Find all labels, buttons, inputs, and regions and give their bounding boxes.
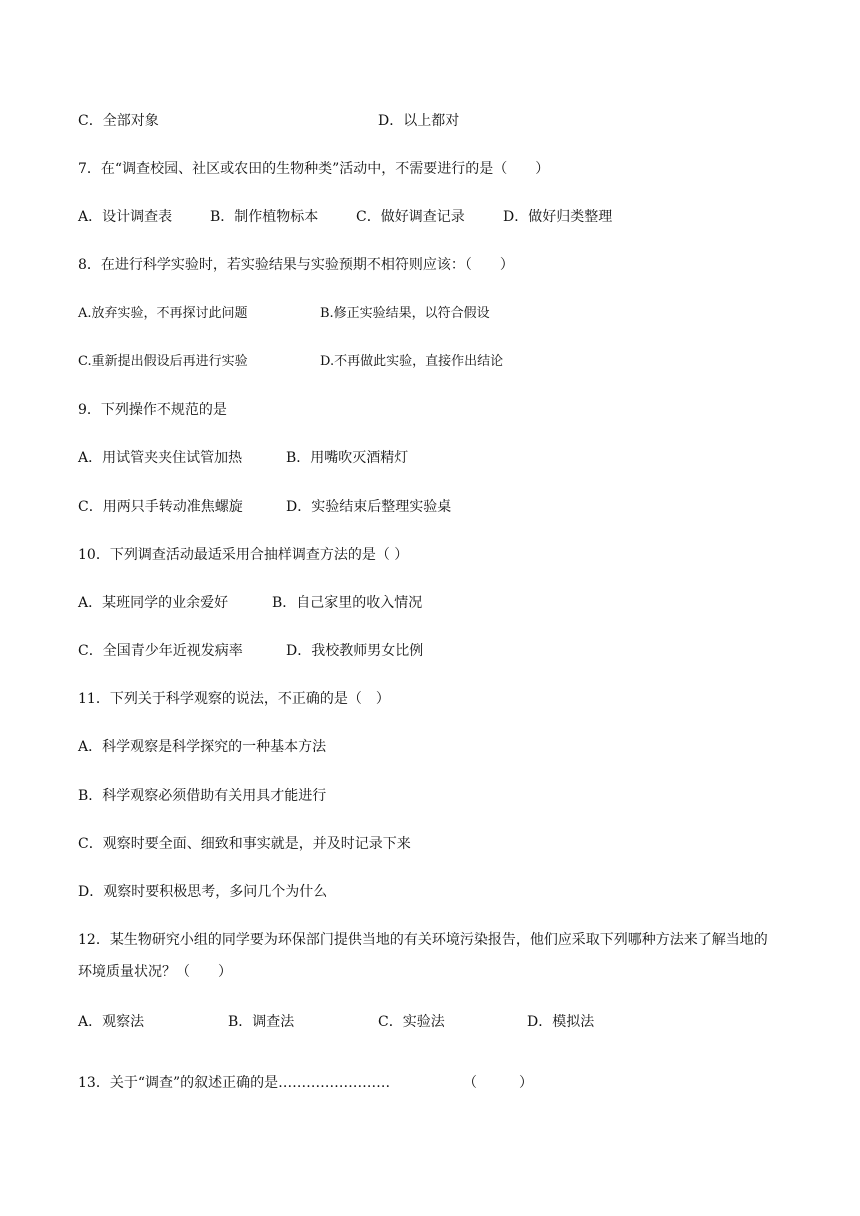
q12-option-a: A．观察法: [78, 1014, 145, 1030]
q9-option-b: B．用嘴吹灭酒精灯: [286, 450, 409, 466]
q6-option-d: D．以上都对: [378, 113, 460, 129]
q10-stem: 10．下列调查活动最适采用合抽样调查方法的是（ ）: [78, 547, 409, 563]
q10-option-c: C．全国青少年近视发病率: [78, 643, 243, 659]
q9-stem: 9．下列操作不规范的是: [78, 402, 227, 418]
q8-option-a: A.放弃实验，不再探讨此问题: [78, 306, 248, 321]
q11-option-b: B．科学观察必须借助有关用具才能进行: [78, 788, 327, 804]
q6-option-c: C．全部对象: [78, 113, 159, 129]
q8-option-d: D.不再做此实验，直接作出结论: [320, 354, 504, 369]
q12-option-b: B．调查法: [228, 1014, 295, 1030]
q10-option-d: D．我校教师男女比例: [286, 643, 424, 659]
q7-option-a: A．设计调查表: [78, 209, 173, 225]
q11-option-a: A．科学观察是科学探究的一种基本方法: [78, 739, 327, 755]
q9-option-c: C．用两只手转动准焦螺旋: [78, 499, 243, 515]
q10-option-a: A．某班同学的业余爱好: [78, 595, 229, 611]
q9-option-a: A．用试管夹夹住试管加热: [78, 450, 243, 466]
q11-option-c: C．观察时要全面、细致和事实就是，并及时记录下来: [78, 836, 411, 852]
q12-option-c: C．实验法: [378, 1014, 445, 1030]
q7-option-c: C．做好调查记录: [356, 209, 465, 225]
q12-option-d: D．模拟法: [527, 1014, 595, 1030]
q9-option-d: D．实验结束后整理实验桌: [286, 499, 452, 515]
q12-stem: 12．某生物研究小组的同学要为环保部门提供当地的有关环境污染报告，他们应采取下列哪种方法来了解当地的环境质量状况？（ ）: [78, 932, 768, 980]
q13-answer-paren: （ ）: [463, 1075, 533, 1091]
q10-option-b: B．自己家里的收入情况: [272, 595, 423, 611]
q7-stem: 7．在“调查校园、社区或农田的生物种类”活动中，不需要进行的是（ ）: [78, 161, 550, 177]
q8-option-b: B.修正实验结果，以符合假设: [320, 306, 490, 321]
q7-option-d: D．做好归类整理: [503, 209, 613, 225]
q7-option-b: B．制作植物标本: [210, 209, 319, 225]
q11-stem: 11．下列关于科学观察的说法，不正确的是（ ）: [78, 691, 390, 707]
q8-stem: 8．在进行科学实验时，若实验结果与实验预期不相符则应该：（ ）: [78, 257, 514, 273]
q11-option-d: D．观察时要积极思考，多问几个为什么: [78, 884, 328, 900]
q13-stem: 13．关于“调查”的叙述正确的是……………………: [78, 1075, 391, 1091]
q8-option-c: C.重新提出假设后再进行实验: [78, 354, 248, 369]
